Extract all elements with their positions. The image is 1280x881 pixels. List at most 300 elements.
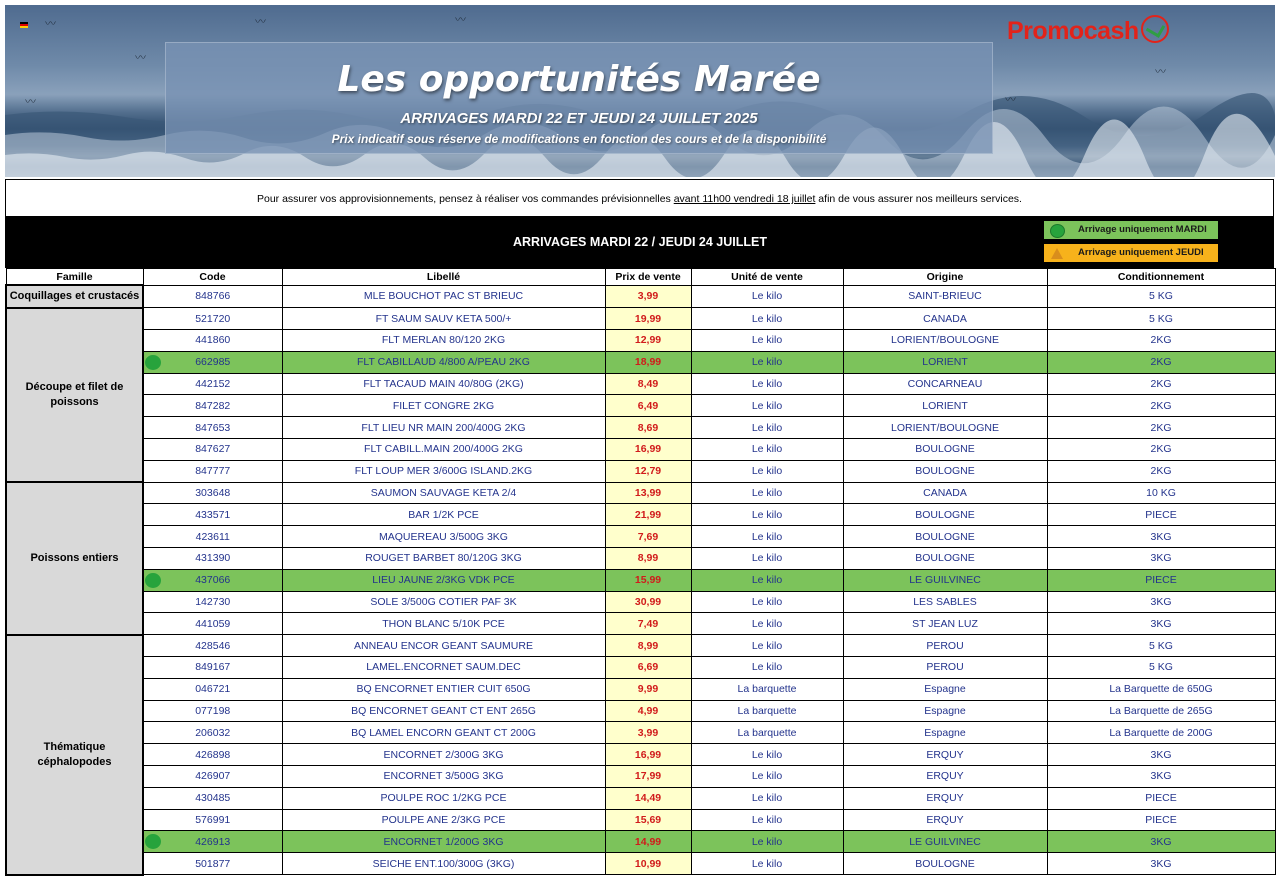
libelle-cell-text: SAUMON SAUVAGE KETA 2/4	[370, 487, 517, 500]
bird-icon: 〰	[1155, 66, 1166, 78]
table-row[interactable]	[6, 569, 1275, 591]
price-cell	[605, 831, 691, 853]
origin-cell	[843, 548, 1047, 570]
code-cell-text: 426913	[195, 835, 231, 848]
table-row[interactable]	[6, 548, 1275, 570]
origin-cell	[843, 417, 1047, 439]
mardi-arrival-icon	[145, 573, 161, 588]
code-cell	[143, 831, 282, 853]
libelle-cell-text: FLT MERLAN 80/120 2KG	[381, 334, 506, 347]
code-cell	[143, 722, 282, 744]
price-cell	[605, 766, 691, 788]
packaging-cell	[1047, 853, 1275, 875]
origin-cell	[843, 569, 1047, 591]
packaging-cell	[1047, 613, 1275, 635]
unit-cell-text: Le kilo	[751, 617, 783, 630]
price-cell-text: 30,99	[634, 596, 662, 609]
origin-cell-text: ERQUY	[926, 814, 964, 827]
origin-cell	[843, 787, 1047, 809]
origin-cell-text: PEROU	[926, 661, 964, 674]
unit-cell-text: Le kilo	[751, 770, 783, 783]
origin-cell-text: LORIENT	[922, 399, 968, 412]
packaging-cell-text: 2KG	[1150, 399, 1172, 412]
libelle-cell	[282, 744, 605, 766]
code-cell-text: 423611	[195, 530, 230, 543]
packaging-cell	[1047, 766, 1275, 788]
price-cell	[605, 569, 691, 591]
origin-cell-text: BOULOGNE	[915, 465, 975, 478]
origin-cell	[843, 373, 1047, 395]
unit-cell	[691, 787, 843, 809]
table-body	[6, 285, 1275, 875]
code-cell-text: 441059	[195, 617, 231, 630]
price-cell	[605, 439, 691, 461]
origin-cell-text: PEROU	[926, 639, 964, 652]
table-row[interactable]	[6, 439, 1275, 461]
packaging-cell-text: 2KG	[1150, 443, 1172, 456]
col-header-code: Code	[143, 269, 282, 286]
unit-cell	[691, 439, 843, 461]
price-cell-text: 10,99	[634, 857, 662, 870]
libelle-cell-text: FILET CONGRE 2KG	[392, 399, 495, 412]
code-cell-text: 428546	[195, 639, 231, 652]
bird-icon: 〰	[255, 16, 266, 28]
code-cell	[143, 417, 282, 439]
unit-cell	[691, 569, 843, 591]
unit-cell	[691, 678, 843, 700]
libelle-cell	[282, 308, 605, 330]
libelle-cell-text: SEICHE ENT.100/300G (3KG)	[372, 857, 515, 870]
unit-cell-text: Le kilo	[751, 443, 783, 456]
libelle-cell	[282, 460, 605, 482]
origin-cell	[843, 809, 1047, 831]
logo-text-pro: Pro	[1007, 17, 1048, 45]
packaging-cell	[1047, 285, 1275, 308]
packaging-cell-text: La Barquette de 650G	[1109, 683, 1213, 696]
code-cell-text: 847627	[195, 443, 231, 456]
code-cell	[143, 504, 282, 526]
table-row[interactable]	[6, 330, 1275, 352]
table-row[interactable]	[6, 417, 1275, 439]
libelle-cell	[282, 417, 605, 439]
origin-cell	[843, 831, 1047, 853]
table-row[interactable]	[6, 787, 1275, 809]
mardi-arrival-icon	[145, 834, 161, 849]
libelle-cell-text: SOLE 3/500G COTIER PAF 3K	[370, 596, 517, 609]
packaging-cell-text: 3KG	[1150, 552, 1172, 565]
price-cell-text: 15,99	[634, 574, 662, 587]
code-cell-text: 430485	[195, 792, 231, 805]
packaging-cell	[1047, 548, 1275, 570]
packaging-cell	[1047, 569, 1275, 591]
table-row[interactable]	[6, 635, 1275, 657]
price-cell	[605, 526, 691, 548]
price-cell-text: 15,69	[634, 814, 662, 827]
price-cell-text: 6,69	[637, 661, 659, 674]
code-cell-text: 576991	[195, 814, 231, 827]
packaging-cell-text: 5 KG	[1149, 312, 1173, 325]
origin-cell-text: CANADA	[923, 312, 967, 325]
code-cell-text: 303648	[195, 487, 231, 500]
table-row[interactable]	[6, 308, 1275, 330]
table-row[interactable]	[6, 482, 1275, 504]
price-cell	[605, 330, 691, 352]
code-cell	[143, 351, 282, 373]
libelle-cell	[282, 330, 605, 352]
packaging-cell	[1047, 373, 1275, 395]
libelle-cell-text: ROUGET BARBET 80/120G 3KG	[365, 552, 522, 565]
unit-cell	[691, 330, 843, 352]
table-row[interactable]	[6, 591, 1275, 613]
origin-cell	[843, 766, 1047, 788]
price-cell-text: 17,99	[634, 770, 662, 783]
title-panel	[165, 42, 993, 154]
libelle-cell-text: THON BLANC 5/10K PCE	[382, 617, 505, 630]
price-cell	[605, 351, 691, 373]
libelle-cell	[282, 351, 605, 373]
packaging-cell	[1047, 526, 1275, 548]
libelle-cell-text: FLT CABILL.MAIN 200/400G 2KG	[364, 443, 523, 456]
table-row[interactable]	[6, 504, 1275, 526]
packaging-cell	[1047, 722, 1275, 744]
page-title: Les opportunités Marée	[337, 59, 821, 100]
price-cell-text: 8,99	[637, 552, 659, 565]
notice-deadline: avant 11h00 vendredi 18 juillet	[673, 193, 816, 205]
code-cell	[143, 395, 282, 417]
price-cell-text: 3,99	[637, 290, 659, 303]
code-cell	[143, 657, 282, 679]
table-row[interactable]	[6, 809, 1275, 831]
unit-cell	[691, 635, 843, 657]
libelle-cell	[282, 526, 605, 548]
col-header-libelle: Libellé	[282, 269, 605, 286]
unit-cell	[691, 722, 843, 744]
packaging-cell-text: 5 KG	[1149, 639, 1173, 652]
libelle-cell	[282, 482, 605, 504]
origin-cell-text: LORIENT/BOULOGNE	[891, 334, 999, 347]
packaging-cell-text: 2KG	[1150, 465, 1172, 478]
unit-cell	[691, 504, 843, 526]
unit-cell-text: Le kilo	[751, 748, 783, 761]
price-cell-text: 12,79	[634, 465, 662, 478]
unit-cell-text: La barquette	[737, 726, 797, 739]
table-row[interactable]	[6, 722, 1275, 744]
price-cell-text: 6,49	[637, 399, 659, 412]
code-cell-text: 433571	[195, 508, 231, 521]
origin-cell-text: ERQUY	[926, 770, 964, 783]
libelle-cell	[282, 657, 605, 679]
table-row[interactable]	[6, 700, 1275, 722]
origin-cell-text: LORIENT	[922, 356, 968, 369]
table-row[interactable]	[6, 831, 1275, 853]
table-row[interactable]	[6, 285, 1275, 308]
packaging-cell	[1047, 678, 1275, 700]
unit-cell-text: Le kilo	[751, 290, 783, 303]
packaging-cell-text: 3KG	[1150, 617, 1172, 630]
packaging-cell	[1047, 744, 1275, 766]
packaging-cell-text: PIECE	[1145, 792, 1177, 805]
libelle-cell	[282, 635, 605, 657]
price-cell-text: 12,99	[634, 334, 662, 347]
table-row[interactable]	[6, 373, 1275, 395]
price-cell	[605, 700, 691, 722]
table-row[interactable]	[6, 351, 1275, 373]
code-cell-text: 426907	[195, 770, 231, 783]
code-cell-text: 426898	[195, 748, 231, 761]
libelle-cell	[282, 373, 605, 395]
col-header-unite: Unité de vente	[691, 269, 843, 286]
table-row[interactable]	[6, 744, 1275, 766]
code-cell-text: 521720	[195, 312, 231, 325]
unit-cell	[691, 395, 843, 417]
packaging-cell-text: La Barquette de 200G	[1109, 726, 1213, 739]
packaging-cell-text: PIECE	[1145, 574, 1177, 587]
packaging-cell-text: La Barquette de 265G	[1109, 705, 1213, 718]
price-cell	[605, 548, 691, 570]
code-cell-text: 442152	[195, 378, 231, 391]
packaging-cell-text: 3KG	[1150, 857, 1172, 870]
origin-cell	[843, 853, 1047, 875]
unit-cell-text: Le kilo	[751, 465, 783, 478]
logo-text-mocash: mocash	[1047, 17, 1139, 45]
libelle-cell-text: LAMEL.ENCORNET SAUM.DEC	[366, 661, 521, 674]
packaging-cell	[1047, 831, 1275, 853]
packaging-cell	[1047, 635, 1275, 657]
origin-cell-text: BOULOGNE	[915, 508, 975, 521]
arrivals-title: ARRIVAGES MARDI 22 / JEUDI 24 JUILLET	[513, 235, 767, 249]
code-cell	[143, 635, 282, 657]
libelle-cell	[282, 285, 605, 308]
origin-cell-text: Espagne	[924, 683, 966, 696]
header-banner	[5, 5, 1275, 177]
promocash-logo[interactable]	[1007, 15, 1169, 46]
bird-icon: 〰	[45, 18, 56, 30]
table-row[interactable]	[6, 613, 1275, 635]
libelle-cell-text: LIEU JAUNE 2/3KG VDK PCE	[372, 574, 515, 587]
legend-jeudi-label: Arrivage uniquement JEUDI	[1078, 247, 1204, 258]
origin-cell-text: ERQUY	[926, 748, 964, 761]
family-cell: Poissons entiers	[6, 482, 143, 635]
packaging-cell-text: 3KG	[1150, 835, 1172, 848]
code-cell	[143, 766, 282, 788]
price-cell	[605, 308, 691, 330]
bird-icon: 〰	[455, 14, 466, 26]
unit-cell	[691, 853, 843, 875]
unit-cell	[691, 351, 843, 373]
code-cell	[143, 548, 282, 570]
unit-cell	[691, 526, 843, 548]
packaging-cell-text: 3KG	[1150, 770, 1172, 783]
origin-cell	[843, 678, 1047, 700]
origin-cell	[843, 722, 1047, 744]
origin-cell-text: LE GUILVINEC	[909, 835, 981, 848]
unit-cell-text: Le kilo	[751, 835, 783, 848]
libelle-cell	[282, 548, 605, 570]
origin-cell-text: CONCARNEAU	[907, 378, 983, 391]
libelle-cell-text: FLT CABILLAUD 4/800 A/PEAU 2KG	[357, 356, 530, 369]
price-cell-text: 21,99	[634, 508, 662, 521]
code-cell-text: 077198	[195, 705, 231, 718]
origin-cell-text: ERQUY	[926, 792, 964, 805]
origin-cell	[843, 504, 1047, 526]
table-row[interactable]	[6, 678, 1275, 700]
libelle-cell-text: FLT LOUP MER 3/600G ISLAND.2KG	[354, 465, 533, 478]
bird-icon: 〰	[1005, 94, 1016, 106]
price-cell-text: 8,69	[637, 421, 659, 434]
packaging-cell-text: 2KG	[1150, 356, 1172, 369]
unit-cell	[691, 548, 843, 570]
orange-triangle-icon	[1051, 248, 1063, 259]
price-cell	[605, 657, 691, 679]
price-cell	[605, 482, 691, 504]
arrival-dates-subtitle: ARRIVAGES MARDI 22 ET JEUDI 24 JUILLET 2025	[400, 110, 758, 127]
packaging-cell	[1047, 591, 1275, 613]
unit-cell-text: Le kilo	[751, 792, 783, 805]
unit-cell-text: Le kilo	[751, 334, 783, 347]
origin-cell-text: LORIENT/BOULOGNE	[891, 421, 999, 434]
family-cell: Découpe et filet de poissons	[6, 308, 143, 482]
family-cell: Thématique céphalopodes	[6, 635, 143, 875]
unit-cell	[691, 417, 843, 439]
price-cell-text: 4,99	[637, 705, 659, 718]
packaging-cell-text: PIECE	[1145, 814, 1177, 827]
origin-cell-text: LE GUILVINEC	[909, 574, 981, 587]
code-cell	[143, 285, 282, 308]
price-cell	[605, 853, 691, 875]
code-cell-text: 206032	[195, 726, 231, 739]
price-cell-text: 8,49	[637, 378, 659, 391]
family-cell: Coquillages et crustacés	[6, 285, 143, 308]
libelle-cell-text: ENCORNET 1/200G 3KG	[383, 835, 504, 848]
libelle-cell	[282, 831, 605, 853]
code-cell	[143, 526, 282, 548]
price-cell-text: 18,99	[634, 356, 662, 369]
table-row[interactable]	[6, 395, 1275, 417]
origin-cell	[843, 351, 1047, 373]
unit-cell	[691, 744, 843, 766]
table-header-row	[6, 269, 1275, 286]
price-cell	[605, 613, 691, 635]
libelle-cell	[282, 569, 605, 591]
packaging-cell	[1047, 308, 1275, 330]
table-row[interactable]	[6, 526, 1275, 548]
code-cell	[143, 700, 282, 722]
packaging-cell-text: 2KG	[1150, 421, 1172, 434]
packaging-cell-text: 5 KG	[1149, 661, 1173, 674]
origin-cell	[843, 657, 1047, 679]
legend-mardi-label: Arrivage uniquement MARDI	[1078, 224, 1207, 235]
origin-cell	[843, 482, 1047, 504]
price-cell-text: 13,99	[634, 487, 662, 500]
unit-cell-text: Le kilo	[751, 639, 783, 652]
unit-cell	[691, 308, 843, 330]
origin-cell	[843, 744, 1047, 766]
price-cell	[605, 417, 691, 439]
unit-cell-text: Le kilo	[751, 574, 783, 587]
unit-cell-text: Le kilo	[751, 312, 783, 325]
origin-cell-text: Espagne	[924, 705, 966, 718]
price-cell-text: 14,49	[634, 792, 662, 805]
price-cell	[605, 787, 691, 809]
col-header-prix: Prix de vente	[605, 269, 691, 286]
unit-cell	[691, 373, 843, 395]
packaging-cell	[1047, 395, 1275, 417]
code-cell-text: 847777	[195, 465, 231, 478]
language-flag-icon[interactable]	[20, 22, 28, 28]
price-cell	[605, 678, 691, 700]
libelle-cell-text: BQ LAMEL ENCORN GEANT CT 200G	[351, 726, 536, 739]
table-row[interactable]	[6, 460, 1275, 482]
origin-cell-text: Espagne	[924, 726, 966, 739]
origin-cell-text: BOULOGNE	[915, 443, 975, 456]
code-cell	[143, 439, 282, 461]
unit-cell-text: Le kilo	[751, 661, 783, 674]
notice-text-before: Pour assurer vos approvisionnements, pensez à réaliser vos commandes prévisionnelles	[257, 193, 674, 205]
origin-cell	[843, 635, 1047, 657]
code-cell-text: 431390	[195, 552, 231, 565]
unit-cell-text: La barquette	[737, 705, 797, 718]
origin-cell-text: BOULOGNE	[915, 552, 975, 565]
origin-cell	[843, 308, 1047, 330]
unit-cell	[691, 809, 843, 831]
price-cell	[605, 635, 691, 657]
table-row[interactable]	[6, 766, 1275, 788]
libelle-cell	[282, 700, 605, 722]
libelle-cell	[282, 787, 605, 809]
packaging-cell-text: 2KG	[1150, 334, 1172, 347]
origin-cell	[843, 285, 1047, 308]
mardi-arrival-icon	[145, 355, 161, 370]
origin-cell-text: ST JEAN LUZ	[912, 617, 978, 630]
code-cell	[143, 308, 282, 330]
origin-cell-text: CANADA	[923, 487, 967, 500]
libelle-cell-text: MLE BOUCHOT PAC ST BRIEUC	[363, 290, 524, 303]
packaging-cell	[1047, 439, 1275, 461]
origin-cell	[843, 439, 1047, 461]
code-cell-text: 662985	[195, 356, 231, 369]
libelle-cell-text: ANNEAU ENCOR GEANT SAUMURE	[354, 639, 533, 652]
code-cell	[143, 809, 282, 831]
libelle-cell	[282, 809, 605, 831]
col-header-origine: Origine	[843, 269, 1047, 286]
origin-cell	[843, 460, 1047, 482]
unit-cell-text: Le kilo	[751, 356, 783, 369]
libelle-cell-text: MAQUEREAU 3/500G 3KG	[379, 530, 508, 543]
unit-cell-text: Le kilo	[751, 399, 783, 412]
bird-icon: 〰	[135, 52, 146, 64]
packaging-cell-text: 10 KG	[1146, 487, 1176, 500]
unit-cell-text: Le kilo	[751, 857, 783, 870]
table-row[interactable]	[6, 657, 1275, 679]
unit-cell-text: Le kilo	[751, 421, 783, 434]
packaging-cell	[1047, 787, 1275, 809]
packaging-cell	[1047, 809, 1275, 831]
code-cell	[143, 591, 282, 613]
price-cell	[605, 285, 691, 308]
price-cell	[605, 373, 691, 395]
table-row[interactable]	[6, 853, 1275, 875]
logo-mark-icon	[1141, 15, 1169, 43]
origin-cell-text: SAINT-BRIEUC	[908, 290, 982, 303]
price-cell-text: 16,99	[634, 443, 662, 456]
packaging-cell	[1047, 657, 1275, 679]
packaging-cell	[1047, 417, 1275, 439]
code-cell	[143, 569, 282, 591]
unit-cell-text: La barquette	[737, 683, 797, 696]
price-cell	[605, 460, 691, 482]
order-notice	[5, 179, 1274, 217]
unit-cell-text: Le kilo	[751, 814, 783, 827]
